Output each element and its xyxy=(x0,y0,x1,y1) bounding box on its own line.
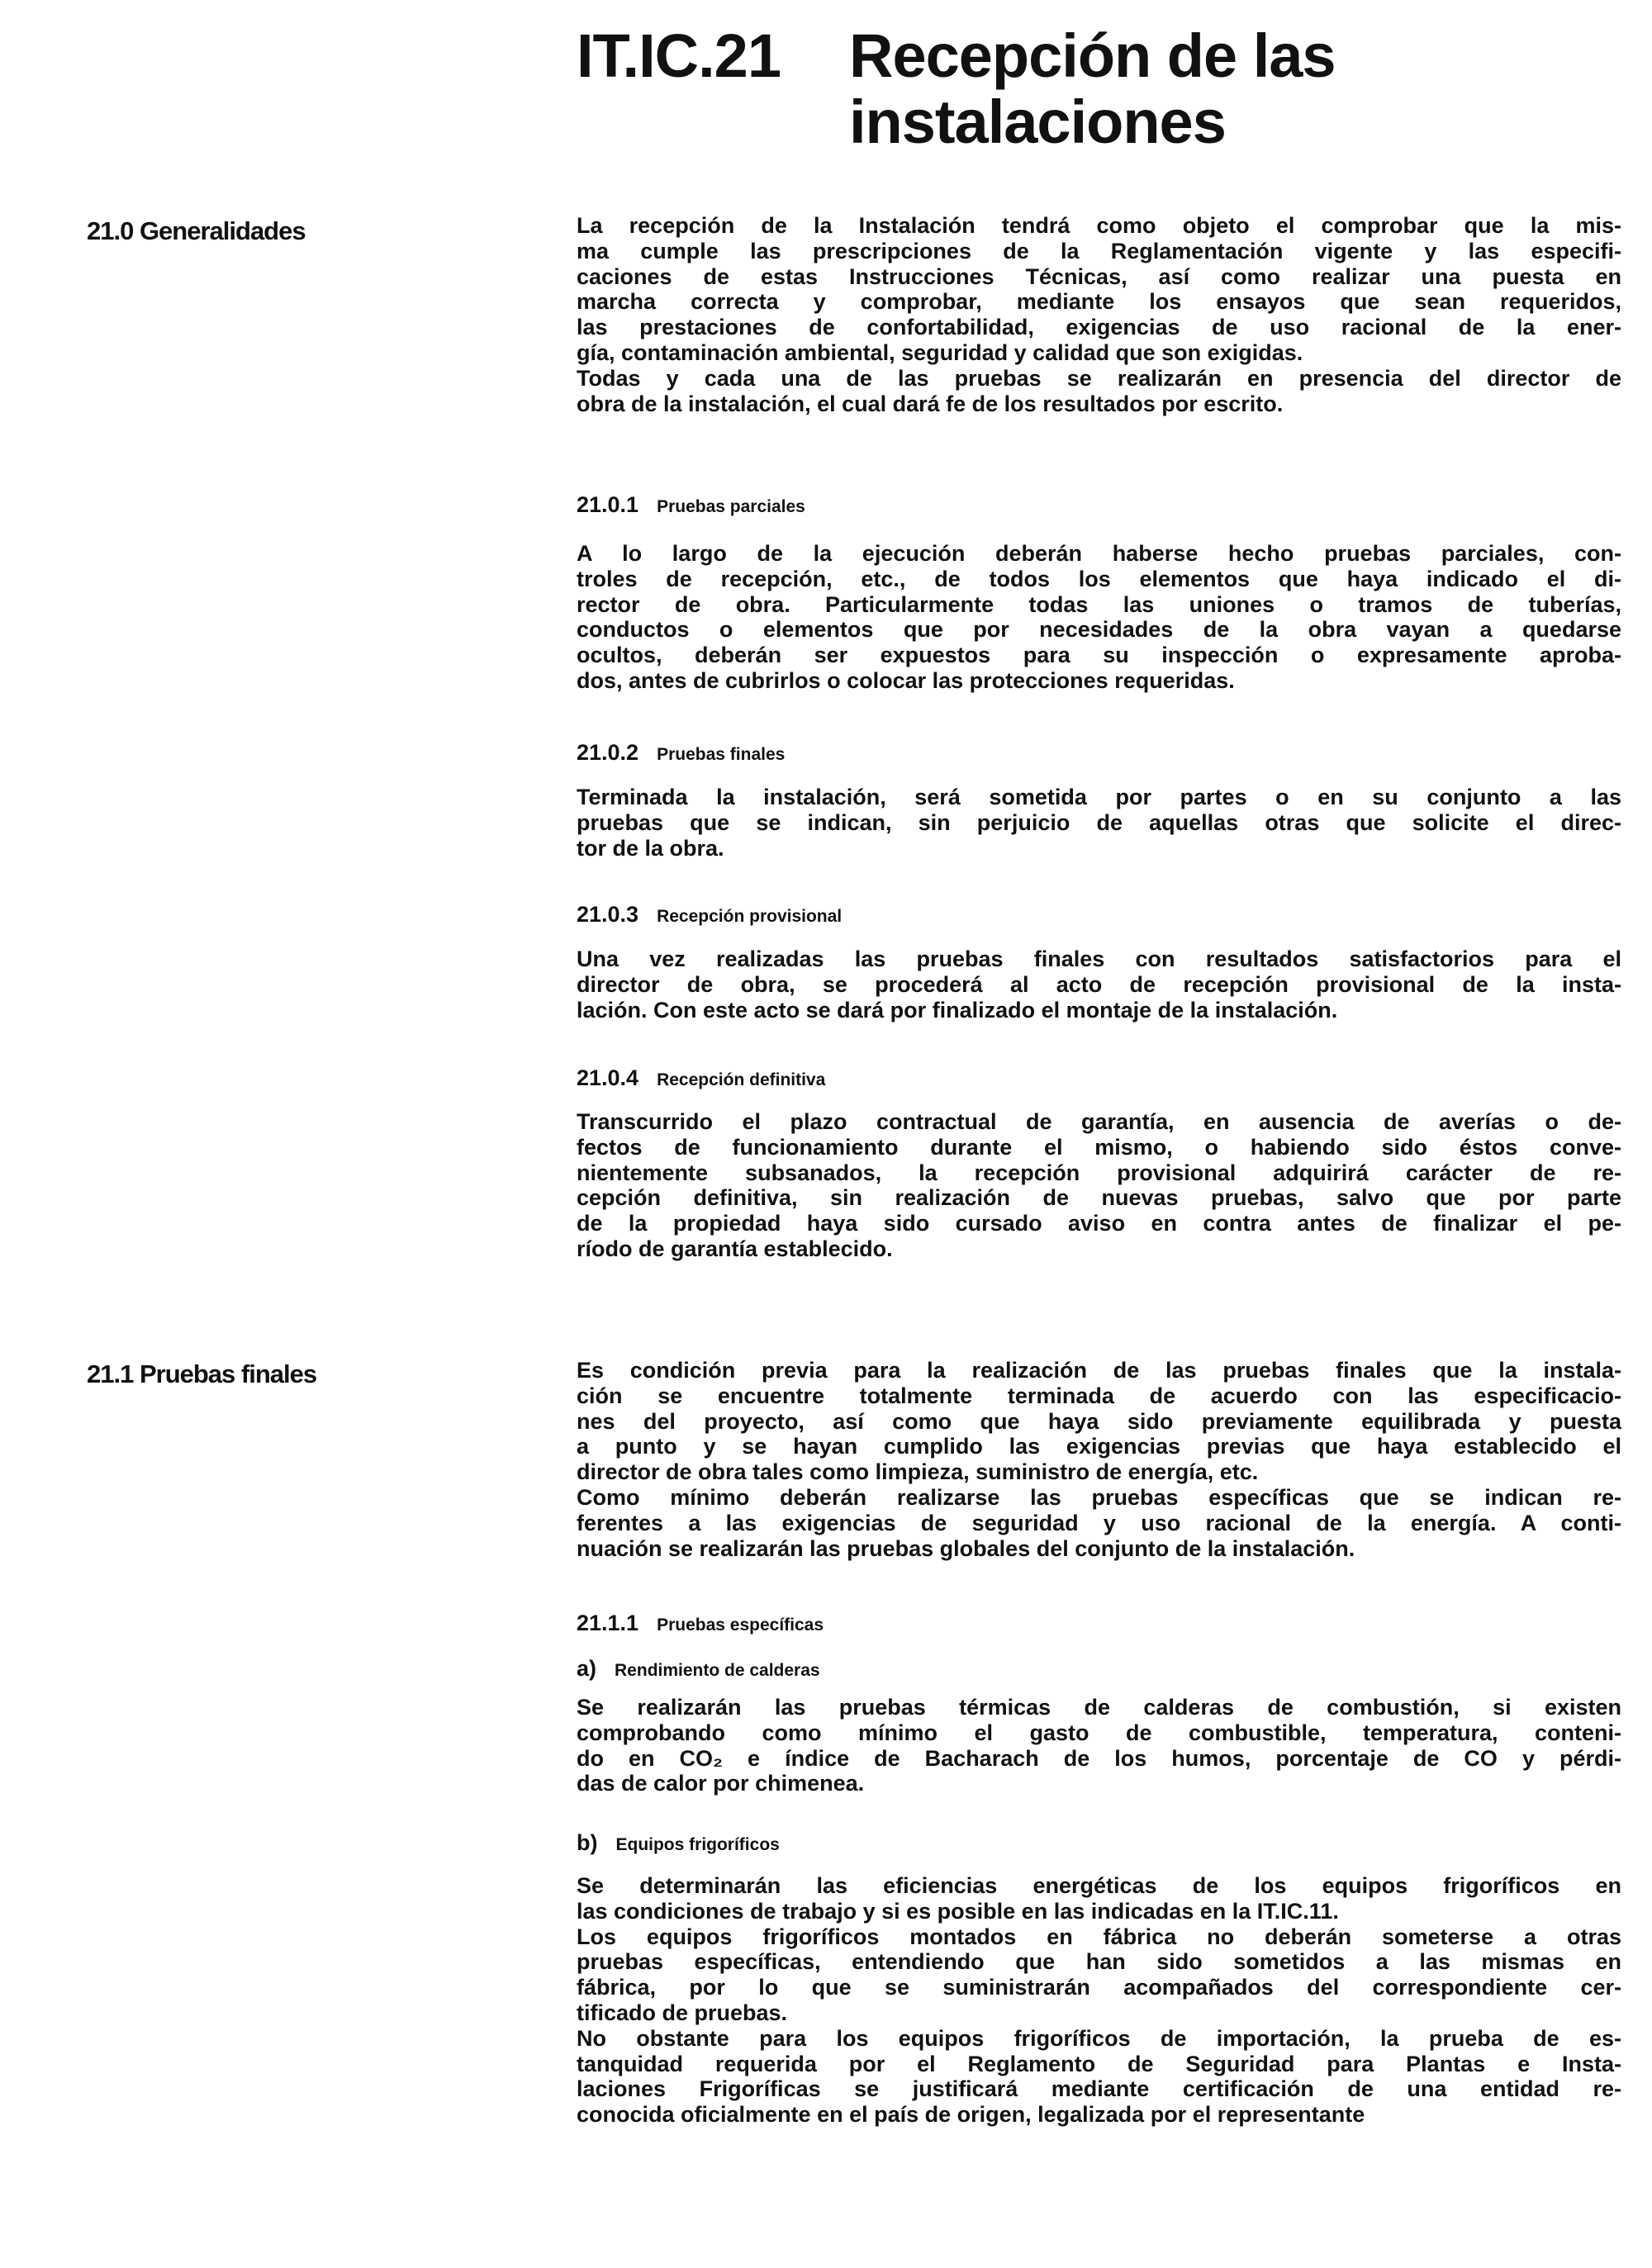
text-line: Transcurrido el plazo contractual de garantía, en ausencia de averías o de- xyxy=(577,1109,1621,1134)
text-line: pruebas específicas, entendiendo que han sido sometidos a las mismas en xyxy=(577,1949,1621,1975)
text-line: Una vez realizadas las pruebas finales con resultados satisfactorios para el xyxy=(577,947,1621,971)
item-body-a xyxy=(577,1695,1621,1796)
subsection-number: 21.0.2 xyxy=(577,740,639,765)
text-line: director de obra, se procederá al acto de recepción provisional de la insta- xyxy=(577,971,1621,997)
text-line: lación. Con este acto se dará por finalizado el montaje de la instalación. xyxy=(577,997,1338,1022)
text-line: nes del proyecto, así como que haya sido previamente equilibrada y puesta xyxy=(577,1408,1621,1434)
text-line: tificado de pruebas. xyxy=(577,2000,788,2025)
text-line: tanquidad requerida por el Reglamento de Seguridad para Plantas e Insta- xyxy=(577,2051,1621,2076)
item-title: Rendimiento de calderas xyxy=(615,1661,820,1680)
subsection-title: Pruebas parciales xyxy=(657,497,805,516)
subsection-title: Pruebas específicas xyxy=(657,1616,824,1635)
text-line: Se determinarán las eficiencias energéticas de los equipos frigoríficos en xyxy=(577,1873,1621,1898)
title-code: IT.IC.21 xyxy=(577,21,781,90)
section-body-21-1 xyxy=(577,1358,1621,1561)
text-line: director de obra tales como limpieza, suministro de energía, etc. xyxy=(577,1459,1259,1485)
text-line: nuación se realizarán las pruebas globales del conjunto de la instalación. xyxy=(577,1535,1355,1561)
title-line-2: instalaciones xyxy=(849,88,1226,156)
text-line: de la propiedad haya sido cursado aviso en contra antes de finalizar el pe- xyxy=(577,1211,1621,1236)
text-line: ferentes a las exigencias de seguridad y uso racional de la energía. A conti- xyxy=(577,1510,1621,1535)
item-heading-b xyxy=(577,1830,780,1856)
subsection-title: Pruebas finales xyxy=(657,745,786,764)
text-line: gía, contaminación ambiental, seguridad y calidad que son exigidas. xyxy=(577,339,1303,365)
subsection-title: Recepción provisional xyxy=(657,907,843,926)
text-line: conocida oficialmente en el país de origen, legalizada por el representante xyxy=(577,2102,1365,2128)
text-line: las prestaciones de confortabilidad, exigencias de uso racional de la ener- xyxy=(577,315,1621,340)
subsection-number: 21.1.1 xyxy=(577,1611,639,1635)
subsection-number: 21.0.1 xyxy=(577,492,639,517)
text-line: Los equipos frigoríficos montados en fábrica no deberán someterse a otras xyxy=(577,1924,1621,1949)
text-line: nientemente subsanados, la recepción provisional adquirirá carácter de re- xyxy=(577,1160,1621,1185)
subsection-number: 21.0.3 xyxy=(577,902,639,927)
text-line: pruebas que se indican, sin perjuicio de aquellas otras que solicite el direc- xyxy=(577,809,1621,835)
text-line: Todas y cada una de las pruebas se realizarán en presencia del director de xyxy=(577,365,1621,391)
text-line: troles de recepción, etc., de todos los elementos que haya indicado el di- xyxy=(577,566,1621,591)
section-body-21-0-1 xyxy=(577,541,1621,694)
subsection-heading-21-1-1 xyxy=(577,1611,824,1636)
item-letter: a) xyxy=(577,1656,597,1681)
subsection-heading-21-0-4 xyxy=(577,1065,825,1091)
text-line: comprobando como mínimo el gasto de combustible, temperatura, conteni- xyxy=(577,1720,1621,1745)
item-title: Equipos frigoríficos xyxy=(615,1835,780,1854)
section-body-21-0 xyxy=(577,213,1621,416)
text-line: fectos de funcionamiento durante el mismo, o habiendo sido éstos conve- xyxy=(577,1134,1621,1160)
subsection-heading-21-0-2 xyxy=(577,740,785,766)
text-line: La recepción de la Instalación tendrá como objeto el comprobar que la mis- xyxy=(577,213,1621,238)
text-line: ma cumple las prescripciones de la Reglamentación vigente y las especifi- xyxy=(577,238,1621,263)
text-line: rector de obra. Particularmente todas las uniones o tramos de tuberías, xyxy=(577,591,1621,617)
subsection-heading-21-0-1 xyxy=(577,492,805,518)
text-line: a punto y se hayan cumplido las exigencias previas que haya establecido el xyxy=(577,1434,1621,1459)
text-line: caciones de estas Instrucciones Técnicas, así como realizar una puesta en xyxy=(577,263,1621,289)
text-line: do en CO₂ e índice de Bacharach de los humos, porcentaje de CO y pérdi- xyxy=(577,1745,1621,1771)
text-line: No obstante para los equipos frigoríficos de importación, la prueba de es- xyxy=(577,2025,1621,2051)
subsection-number: 21.0.4 xyxy=(577,1065,639,1090)
section-body-21-0-4 xyxy=(577,1109,1621,1262)
text-line: Se realizarán las pruebas térmicas de calderas de combustión, si existen xyxy=(577,1695,1621,1720)
subsection-title: Recepción definitiva xyxy=(657,1070,826,1089)
text-line: laciones Frigoríficas se justificará mediante certificación de una entidad re- xyxy=(577,2076,1621,2102)
text-line: A lo largo de la ejecución deberán haberse hecho pruebas parciales, con- xyxy=(577,541,1621,566)
text-line: marcha correcta y comprobar, mediante los ensayos que sean requeridos, xyxy=(577,289,1621,315)
text-line: fábrica, por lo que se suministrarán acompañados del correspondiente cer- xyxy=(577,1975,1621,2000)
text-line: obra de la instalación, el cual dará fe de los resultados por escrito. xyxy=(577,391,1284,416)
subsection-heading-21-0-3 xyxy=(577,902,842,928)
section-body-21-0-3 xyxy=(577,947,1621,1022)
text-line: Como mínimo deberán realizarse las pruebas específicas que se indican re- xyxy=(577,1484,1621,1510)
text-line: ríodo de garantía establecido. xyxy=(577,1236,893,1261)
title-text xyxy=(849,23,1336,155)
text-line: Es condición previa para la realización de las pruebas finales que la instala- xyxy=(577,1358,1621,1383)
text-line: cepción definitiva, sin realización de nuevas pruebas, salvo que por parte xyxy=(577,1185,1621,1211)
section-heading-21-1: 21.1 Pruebas finales xyxy=(87,1359,317,1388)
text-line: ción se encuentre totalmente terminada de acuerdo con las especificacio- xyxy=(577,1383,1621,1408)
text-line: das de calor por chimenea. xyxy=(577,1771,865,1796)
text-line: dos, antes de cubrirlos o colocar las protecciones requeridas. xyxy=(577,667,1235,693)
item-letter: b) xyxy=(577,1830,598,1855)
text-line: tor de la obra. xyxy=(577,835,724,861)
title-line-1: Recepción de las xyxy=(849,21,1336,90)
text-line: las condiciones de trabajo y si es posible en las indicadas en la IT.IC.11. xyxy=(577,1898,1339,1924)
section-body-21-0-2 xyxy=(577,785,1621,861)
text-line: Terminada la instalación, será sometida por partes o en su conjunto a las xyxy=(577,785,1621,809)
item-body-b xyxy=(577,1873,1621,2128)
section-heading-21-0: 21.0 Generalidades xyxy=(87,216,306,245)
item-heading-a xyxy=(577,1656,820,1682)
text-line: conductos o elementos que por necesidades de la obra vayan a quedarse xyxy=(577,617,1621,643)
text-line: ocultos, deberán ser expuestos para su inspección o expresamente aproba- xyxy=(577,643,1621,668)
